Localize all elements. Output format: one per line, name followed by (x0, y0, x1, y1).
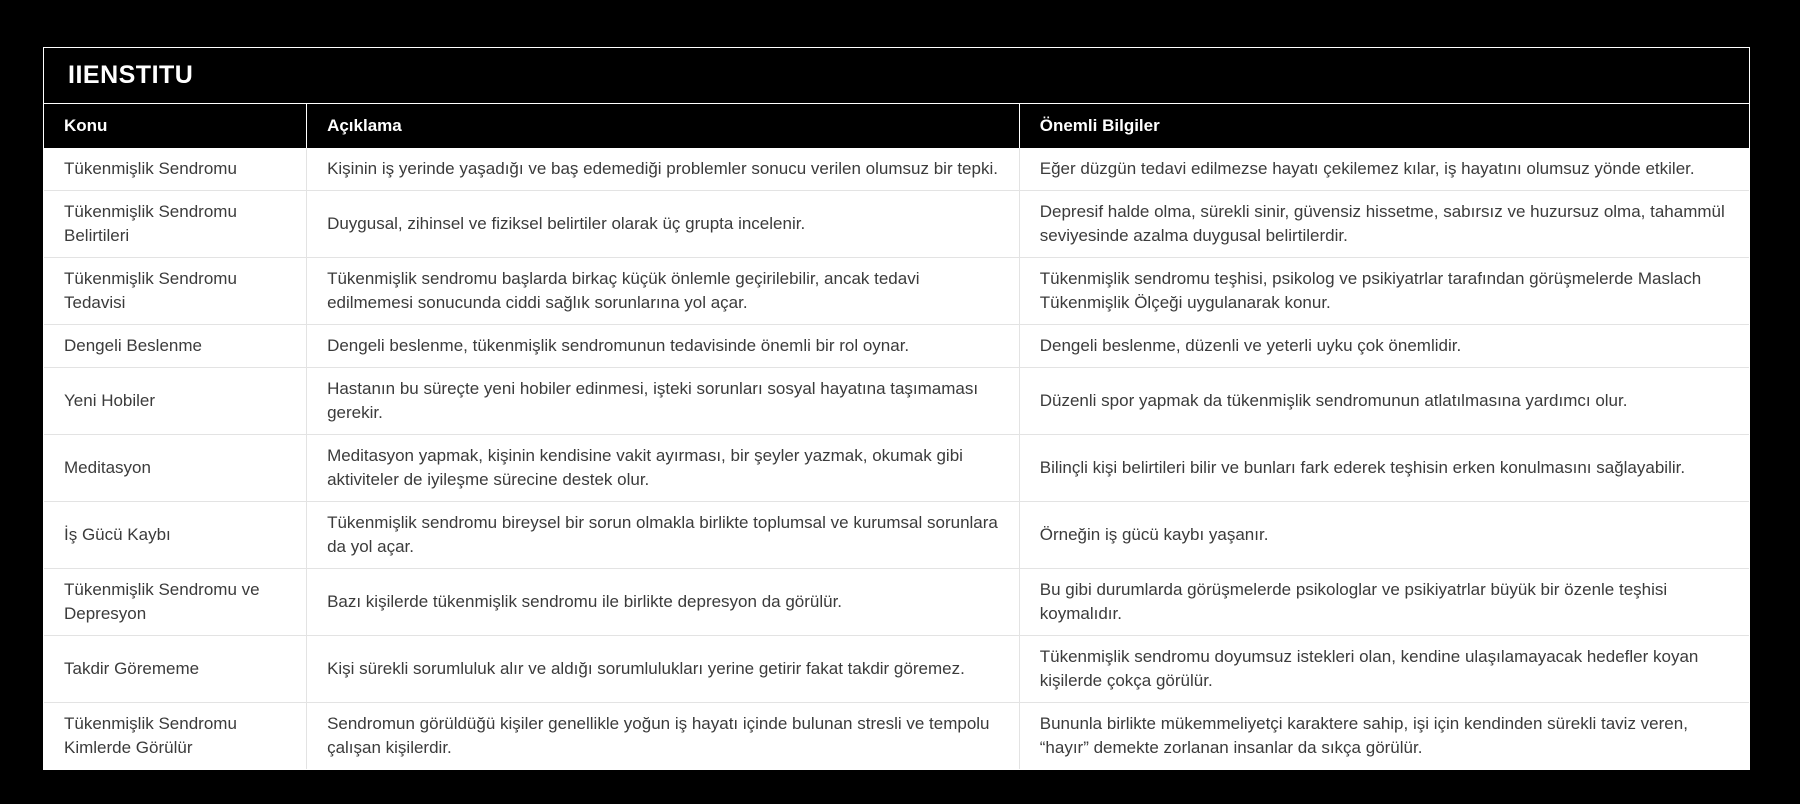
table-row (44, 569, 1749, 636)
table-header (44, 104, 1749, 149)
info-card (43, 47, 1750, 770)
cell-aciklama: Duygusal, zihinsel ve fiziksel belirtiler olarak üç grupta incelenir. (307, 191, 1020, 258)
cell-onemli-bilgiler: Depresif halde olma, sürekli sinir, güvensiz hissetme, sabırsız ve huzursuz olma, tahammül seviyesinde azalma duygusal belirtilerdir. (1019, 191, 1749, 258)
cell-konu: Tükenmişlik Sendromu Tedavisi (44, 258, 307, 325)
table-body (44, 148, 1749, 769)
cell-aciklama: Tükenmişlik sendromu bireysel bir sorun olmakla birlikte toplumsal ve kurumsal sorunlara da yol açar. (307, 502, 1020, 569)
cell-konu: Tükenmişlik Sendromu Kimlerde Görülür (44, 703, 307, 770)
cell-onemli-bilgiler: Dengeli beslenme, düzenli ve yeterli uyku çok önemlidir. (1019, 325, 1749, 368)
card-title-bar (44, 48, 1749, 103)
cell-konu: Takdir Görememe (44, 636, 307, 703)
table-row (44, 636, 1749, 703)
cell-onemli-bilgiler: Örneğin iş gücü kaybı yaşanır. (1019, 502, 1749, 569)
cell-aciklama: Dengeli beslenme, tükenmişlik sendromunun tedavisinde önemli bir rol oynar. (307, 325, 1020, 368)
cell-konu: Dengeli Beslenme (44, 325, 307, 368)
cell-onemli-bilgiler: Bilinçli kişi belirtileri bilir ve bunları fark ederek teşhisin erken konulmasını sağlayabilir. (1019, 435, 1749, 502)
cell-konu: Meditasyon (44, 435, 307, 502)
info-table (44, 103, 1749, 769)
cell-aciklama: Kişinin iş yerinde yaşadığı ve baş edemediği problemler sonucu verilen olumsuz bir tepki. (307, 148, 1020, 191)
table-row (44, 325, 1749, 368)
table-row (44, 703, 1749, 770)
column-header-konu: Konu (44, 104, 307, 149)
cell-aciklama: Meditasyon yapmak, kişinin kendisine vakit ayırması, bir şeyler yazmak, okumak gibi aktiviteler de iyileşme sürecine destek olur. (307, 435, 1020, 502)
cell-konu: İş Gücü Kaybı (44, 502, 307, 569)
table-row (44, 435, 1749, 502)
card-title: IIENSTITU (68, 61, 194, 89)
cell-aciklama: Kişi sürekli sorumluluk alır ve aldığı sorumlulukları yerine getirir fakat takdir göremez. (307, 636, 1020, 703)
cell-onemli-bilgiler: Bununla birlikte mükemmeliyetçi karaktere sahip, işi için kendinden sürekli taviz veren, “hayır” demekte zorlanan insanlar da sıkça görülür. (1019, 703, 1749, 770)
table-row (44, 148, 1749, 191)
cell-aciklama: Bazı kişilerde tükenmişlik sendromu ile birlikte depresyon da görülür. (307, 569, 1020, 636)
column-header-aciklama: Açıklama (307, 104, 1020, 149)
table-row (44, 258, 1749, 325)
cell-aciklama: Tükenmişlik sendromu başlarda birkaç küçük önlemle geçirilebilir, ancak tedavi edilmemesi sonucunda ciddi sağlık sorunlarına yol açar. (307, 258, 1020, 325)
cell-konu: Yeni Hobiler (44, 368, 307, 435)
cell-konu: Tükenmişlik Sendromu ve Depresyon (44, 569, 307, 636)
cell-konu: Tükenmişlik Sendromu Belirtileri (44, 191, 307, 258)
table-row (44, 368, 1749, 435)
cell-konu: Tükenmişlik Sendromu (44, 148, 307, 191)
cell-onemli-bilgiler: Düzenli spor yapmak da tükenmişlik sendromunun atlatılmasına yardımcı olur. (1019, 368, 1749, 435)
header-row (44, 104, 1749, 149)
table-row (44, 502, 1749, 569)
table-row (44, 191, 1749, 258)
cell-onemli-bilgiler: Tükenmişlik sendromu doyumsuz istekleri olan, kendine ulaşılamayacak hedefler koyan kişilerde çokça görülür. (1019, 636, 1749, 703)
cell-onemli-bilgiler: Eğer düzgün tedavi edilmezse hayatı çekilemez kılar, iş hayatını olumsuz yönde etkiler. (1019, 148, 1749, 191)
cell-onemli-bilgiler: Tükenmişlik sendromu teşhisi, psikolog ve psikiyatrlar tarafından görüşmelerde Maslach Tükenmişlik Ölçeği uygulanarak konur. (1019, 258, 1749, 325)
cell-onemli-bilgiler: Bu gibi durumlarda görüşmelerde psikologlar ve psikiyatrlar büyük bir özenle teşhisi koymalıdır. (1019, 569, 1749, 636)
cell-aciklama: Hastanın bu süreçte yeni hobiler edinmesi, işteki sorunları sosyal hayatına taşımaması gerekir. (307, 368, 1020, 435)
column-header-onemli-bilgiler: Önemli Bilgiler (1019, 104, 1749, 149)
cell-aciklama: Sendromun görüldüğü kişiler genellikle yoğun iş hayatı içinde bulunan stresli ve tempolu çalışan kişilerdir. (307, 703, 1020, 770)
